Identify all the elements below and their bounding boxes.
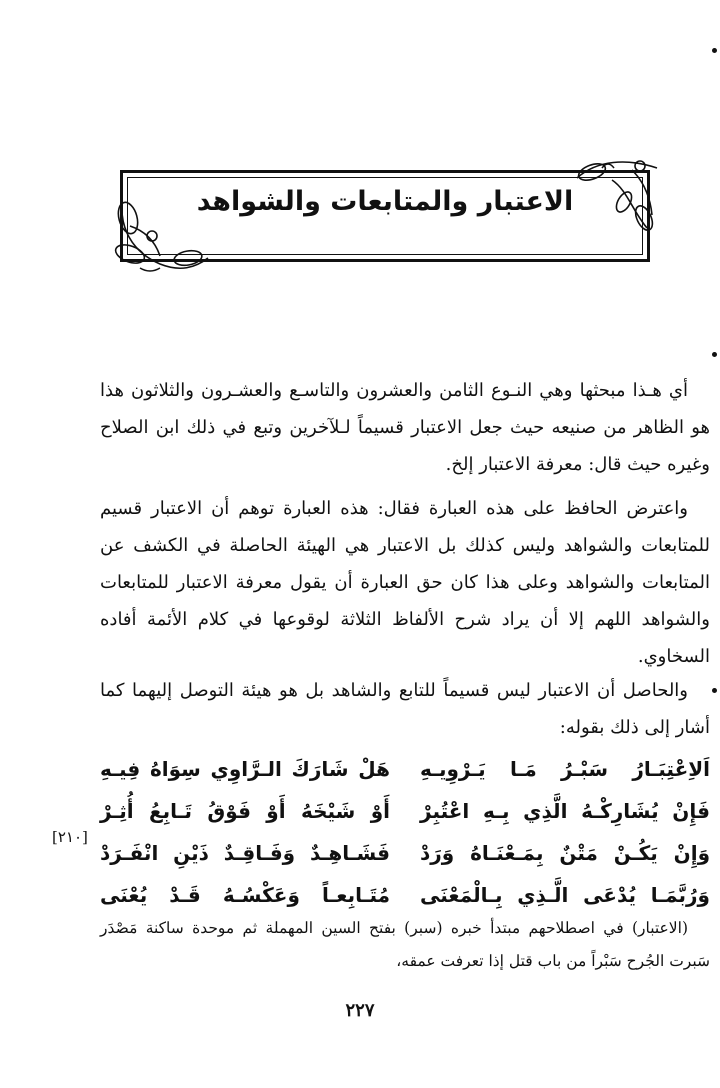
verse-second-hemistich: هَلْ شَارَكَ الـرَّاوِي سِوَاهُ فِيـهِ [100, 757, 390, 781]
commentary-text: (الاعتبار) في اصطلاحهم مبتدأ خبره (سبر) بفتح السين المهملة ثم موحدة ساكنة مَصْدَر سَبرت الجُرح سَبْراً من باب قتل إذا تعرفت عمقه، [100, 919, 710, 970]
verse-second-hemistich: فَشَـاهِـدٌ وَفَـاقِـدٌ ذَيْنِ انْفَـرَدْ [100, 841, 390, 865]
verse-line [100, 874, 710, 916]
margin-dot [712, 688, 717, 693]
commentary [100, 912, 710, 978]
verse-line [100, 790, 710, 832]
margin-dot [712, 352, 717, 357]
verse-line [100, 832, 710, 874]
verse-first-hemistich: اَلاِعْتِبَـارُ سَبْـرُ مَـا يَـرْوِيـهِ [420, 757, 710, 781]
verse-first-hemistich: فَإِنْ يُشَارِكْـهُ الَّذِي بِـهِ اعْتُبِرْ [420, 799, 710, 823]
paragraph [100, 490, 710, 675]
poem-verses [100, 748, 710, 916]
paragraph [100, 372, 710, 483]
paragraph [100, 672, 710, 746]
paragraph-text: واعترض الحافظ على هذه العبارة فقال: هذه العبارة توهم أن الاعتبار قسيم للمتابعات والشواهد وليس كذلك بل الاعتبار هي الهيئة الحاصلة في الكشف عن المتابعات والشواهد وعلى هذا كان حق العبارة أن يقول معرفة الاعتبار للمتابعات والشواهد اللهم إلا أن يراد شرح الألفاظ الثلاثة لوقوعها في كلام الأئمة أفاده السخاوي. [100, 498, 710, 667]
verse-number: [٢١٠] [52, 828, 88, 846]
verse-second-hemistich: مُتَـابِعـاً وَعَكْسُـهُ قَـدْ يُعْنَى [100, 883, 390, 907]
chapter-title: الاعتبار والمتابعات والشواهد [196, 186, 574, 217]
page-number: ٢٢٧ [345, 1000, 375, 1021]
paragraph-text: أي هـذا مبحثها وهي النـوع الثامن والعشرون والتاسـع والعشـرون والثلاثون هذا هو الظاهر من صنيعه حيث جعل الاعتبار قسيماً لـلآخرين وتبع في ذلك ابن الصلاح وغيره حيث قال: معرفة الاعتبار إلخ. [100, 380, 710, 475]
verse-first-hemistich: وَإِنْ يَكُـنْ مَتْنٌ بِمَـعْنَـاهُ وَرَدْ [420, 841, 710, 865]
verse-first-hemistich: وَرُبَّمَـا يُدْعَى الَّـذِي بِـالْمَعْنَى [420, 883, 710, 907]
margin-dot [712, 48, 717, 53]
verse-second-hemistich: أَوْ شَيْخَهُ أَوْ فَوْقُ تَـابِعُ أُثِـرْ [100, 799, 390, 823]
paragraph-text: والحاصل أن الاعتبار ليس قسيماً للتابع والشاهد بل هو هيئة التوصل إليهما كما أشار إلى ذلك بقوله: [100, 680, 710, 738]
verse-line [100, 748, 710, 790]
